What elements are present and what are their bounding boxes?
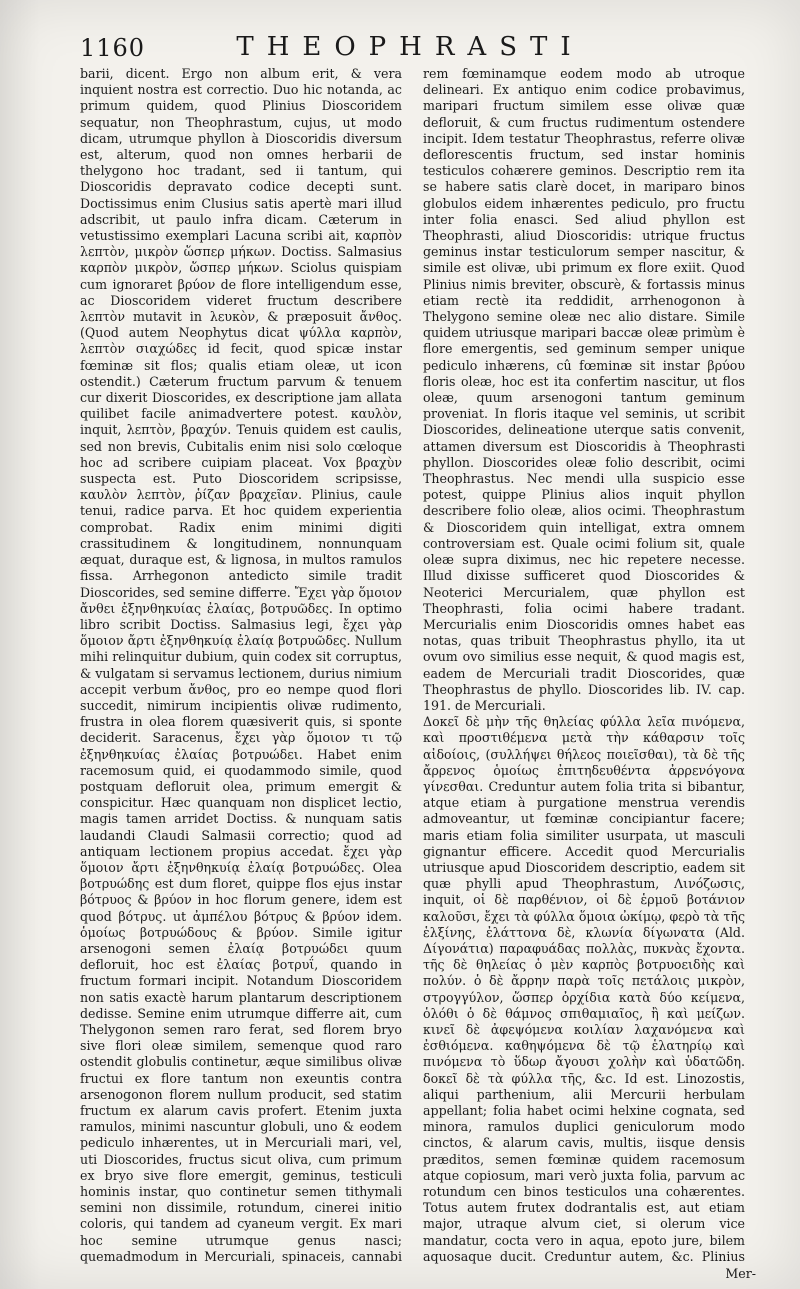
running-title: THEOPHRASTI	[236, 32, 584, 62]
right-column	[423, 66, 745, 1266]
left-column	[80, 66, 402, 1266]
right-column-paragraph-2: Δοκεῖ δὲ μὴν τῆς θηλείας φύλλα λεῖα πινόμενα, καὶ προστιθέμενα μετὰ τὴν κάθαρσιν τοῖς αἰδοίοις, (συλλήψει θήλεος ποιεῖσθαι), τὰ δὲ τῆς ἄρρενος ὁμοίως ἐπιτηδευθέντα ἀρρενόγονα γίνεσθαι. Creduntur autem folia trita si bibantur, atque etiam à purgatione menstrua verendis admoveantur, ut fœminæ concipiantur facere; maris etiam folia similiter usurpata, ut masculi gignantur efficere. Accedit quod Mercurialis utriusque apud Dioscoridem descriptio, eadem sit quæ phylli apud Theophrastum, Λινόζωσις, inquit, οἱ δὲ παρθένιον, οἱ δὲ ἑρμοῦ βοτάνιον καλοῦσι, ἔχει τὰ φύλλα ὅμοια ὠκίμῳ, φερὸ τὰ τῆς ἑλξίνης, ἐλάττονα δὲ, κλωνία δίγωνατα (Ald. Δίγονάτια) παραφυάδας πολλὰς, πυκνὰς ἔχοντα. τῆς δὲ θηλείας ὁ μὲν καρπὸς βοτρυοειδὴς καὶ πολύν. ὁ δὲ ἄρρην παρὰ τοῖς πετάλοις μικρὸν, στρογγύλον, ὥσπερ ὀρχίδια κατὰ δύο κείμενα, ὁλόθι ὁ δὲ θάμνος σπιθαμιαῖος, ἢ καὶ μείζων. κινεῖ δὲ ἀφεψόμενα κοιλίαν λαχανόμενα καὶ ἐσθιόμενα. καθηψόμενα δὲ τῷ ἑλατηρίῳ καὶ πινόμενα τὸ ὕδωρ ἄγουσι χολὴν καὶ ὑδατῶδη. δοκεῖ δὲ τὰ φύλλα τῆς, &c. Id est. Linozostis, aliqui parthenium, alii Mercurii herbulam appellant; folia habet ocimi helxine cognata, sed minora, ramulos duplici geniculorum modo cinctos, & alarum cavis, multis, iisque densis præditos, semen fœminæ quidem racemosum atque copiosum, mari verò juxta folia, parvum ac rotundum cen binos testiculos una cohærentes. Totus autem frutex dodrantalis est, aut etiam major, utraque alvum ciet, si olerum vice mandatur, cocta vero in aqua, epoto jure, bilem aquosaque ducit. Creduntur autem, &c. Plinius	[423, 714, 745, 1264]
text-columns	[80, 66, 745, 1266]
page-number: 1160	[80, 34, 146, 62]
right-column-paragraph-1: rem fœminamque eodem modo ab utroque delineari. Ex antiquo enim codice probavimus, maripari fructum similem esse olivæ quæ defloruit, & cum fructus rudimentum ostendere incipit. Idem testatur Theophrastus, referre olivæ deflorescentis fructum, sed instar hominis testiculos cohærere geminos. Descriptio rem ita se habere satis clarè docet, in mariparo binos globulos eidem inhærentes pediculo, pro fructu inter folia enasci. Sed aliud phyllon est Theophrasti, aliud Dioscoridis: utrique fructus geminus instar testiculorum semper nascitur, & simile est olivæ, ubi primum ex flore exiit. Quod Plinius nimis breviter, obscurè, & fortassis minus etiam rectè ita reddidit, arrhenogonon à Thelygono semine oleæ nec alio distare. Simile quidem utriusque maripari baccæ oleæ primùm è flore emergentis, sed geminum semper unique pediculo inhærens, cû fœminæ sit instar βρύου floris oleæ, hoc est ita confertim nascitur, ut flos oleæ, quum arsenogoni tantum geminum proveniat. In floris itaque vel seminis, ut scribit Dioscorides, delineatione uterque satis convenit, attamen diversum est Dioscoridis à Theophrasti phyllon. Dioscorides oleæ folio describit, ocimi Theophrastus. Nec mendi ulla suspicio esse potest, quippe Plinius alios inquit phyllon describere folio oleæ, alios ocimi. Theophrastum & Dioscoridem quin intelligat, extra omnem controversiam est. Quale ocimi folium sit, quale oleæ supra diximus, nec hic repetere necesse. Illud dixisse sufficeret quod Dioscorides & Neoterici Mercurialem, quæ phyllon est Theophrasti, folia ocimi habere tradant. Mercurialis enim Dioscoridis omnes habet eas notas, quas tribuit Theophrastus phyllo, ita ut ovum ovo similius esse nequit, & quod magis est, eadem de Mercuriali tradit Dioscorides, quæ Theophrastus de phyllo. Dioscorides lib. IV. cap. 191. de Mercuriali.	[423, 66, 745, 713]
left-column-paragraph: barii, dicent. Ergo non album erit, & vera inquient nostra est correctio. Duo hic notanda, ac primum quidem, quod Plinius Dioscoridem sequatur, non Theophrastum, cujus, ut modo dicam, utrumque phyllon à Dioscoridis diversum est, alterum, quod non omnes herbarii de thelygono hoc tradant, sed ii tantum, qui Dioscoridis depravato codice decepti sunt. Doctissimus enim Clusius satis apertè mari illud adscribit, ut paulo infra dicam. Cæterum in vetustissimo exemplari Lacuna scribi ait, καρπὸν λεπτὸν, μικρὸν ὥσπερ μήκων. Doctiss. Salmasius καρπὸν μικρὸν, ὥσπερ μήκων. Sciolus quispiam cum ignoraret βρύον de flore intelligendum esse, ac Dioscoridem videret fructum describere λεπτὸν mutavit in λευκὸν, & præposuit ἄνθος. (Quod autem Neophytus dicat ψύλλα καρπὸν, λεπτὸν σιαχώδες id fecit, quod spicæ instar fœminæ sit flos; qualis etiam oleæ, ut icon ostendit.) Cæterum fructum parvum & tenuem cur dixerit Dioscorides, ex descriptione jam allata quilibet facile animadvertere potest. καυλὸν, inquit, λεπτὸν, βραχύν. Tenuis quidem est caulis, sed non brevis, Cubitalis enim nisi solo cœloque hoc ad scribere cuipiam placeat. Vox βραχὺν suspecta est. Puto Dioscoridem scripsisse, καυλὸν λεπτὸν, ῥίζαν βραχεῖαν. Plinius, caule tenui, radice parva. Et hoc quidem experientia comprobat. Radix enim minimi digiti crassitudinem & longitudinem, nonnunquam æquat, duraque est, & lignosa, in multos ramulos fissa. Arrhegonon antedicto simile tradit Dioscorides, sed semine differre. Ἔχει γὰρ ὅμοιον ἄνθει ἐξηνθηκυίας ἐλαίας, βοτρυῶδες. In optimo libro scribit Doctiss. Salmasius legi, ἔχει γὰρ ὅμοιον ἄρτι ἐξηνθηκυίᾳ ἐλαίᾳ βοτρυῶδες. Nullum mihi relinquitur dubium, quin codex sit corruptus, & vulgatam si servamus lectionem, durius nimium accepit verbum ἄνθος, pro eo nempe quod flori succedit, nimirum incipientis olivæ rudimento, frustra in olea florem quæsiverit quis, si sponte deciderit. Saracenus, ἔχει γὰρ ὅμοιον τι τῷ ἐξηνθηκυίας ἐλαίας βοτρυώδει. Habet enim racemosum quid, ei quodammodo simile, quod postquam defloruit olea, primum emergit & conspicitur. Hæc quanquam non displicet lectio, magis tamen arridet Doctiss. & nunquam satis laudandi Claudi Salmasii correctio; quod ad antiquam lectionem propius accedat. ἔχει γὰρ ὅμοιον ἄρτι ἐξηνθηκυίᾳ ἐλαίᾳ βοτρυώδες. Olea βοτρυώδης est dum floret, quippe flos ejus instar βότρυος & βρύον in hoc florum genere, idem est quod βότρυς. ut ἀμπέλου βότρυς & βρύον idem. ὁμοίως βοτρυώδους & βρύον. Simile igitur arsenogoni semen ἐλαίᾳ βοτρυώδει quum defloruit, hoc est ἐλαίας βοτρυΐ, quando in fructum formari incipit. Notandum Dioscoridem non satis exactè harum plantarum descriptionem dedisse. Semine enim utrumque differre ait, cum Thelygonon semen raro ferat, sed florem bryo sive flori oleæ similem, semenque quod raro ostendit globulis continetur, æque similibus olivæ fructui ex flore tantum non exeuntis contra arsenogonon florem nullum producit, sed statim fructum ex alarum cavis profert. Etenim juxta ramulos, minimi nascuntur globuli, uno & eodem pediculo inhærentes, ut in Mercuriali mari, vel, uti Dioscorides, fructus sicut oliva, cum primum ex bryo sive flore emergit, geminus, testiculi hominis instar, quo continetur semen tithymali semini non dissimile, rotundum, cinerei initio coloris, qui tandem ad cyaneum vergit. Ex mari hoc semine utrumque genus nasci; quemadmodum in Mercuriali, spinaceis, cannabi	[80, 66, 402, 1264]
page-header	[80, 28, 740, 62]
page-gutter-shadow	[0, 0, 40, 1289]
catchword: Mer-	[725, 1266, 756, 1281]
